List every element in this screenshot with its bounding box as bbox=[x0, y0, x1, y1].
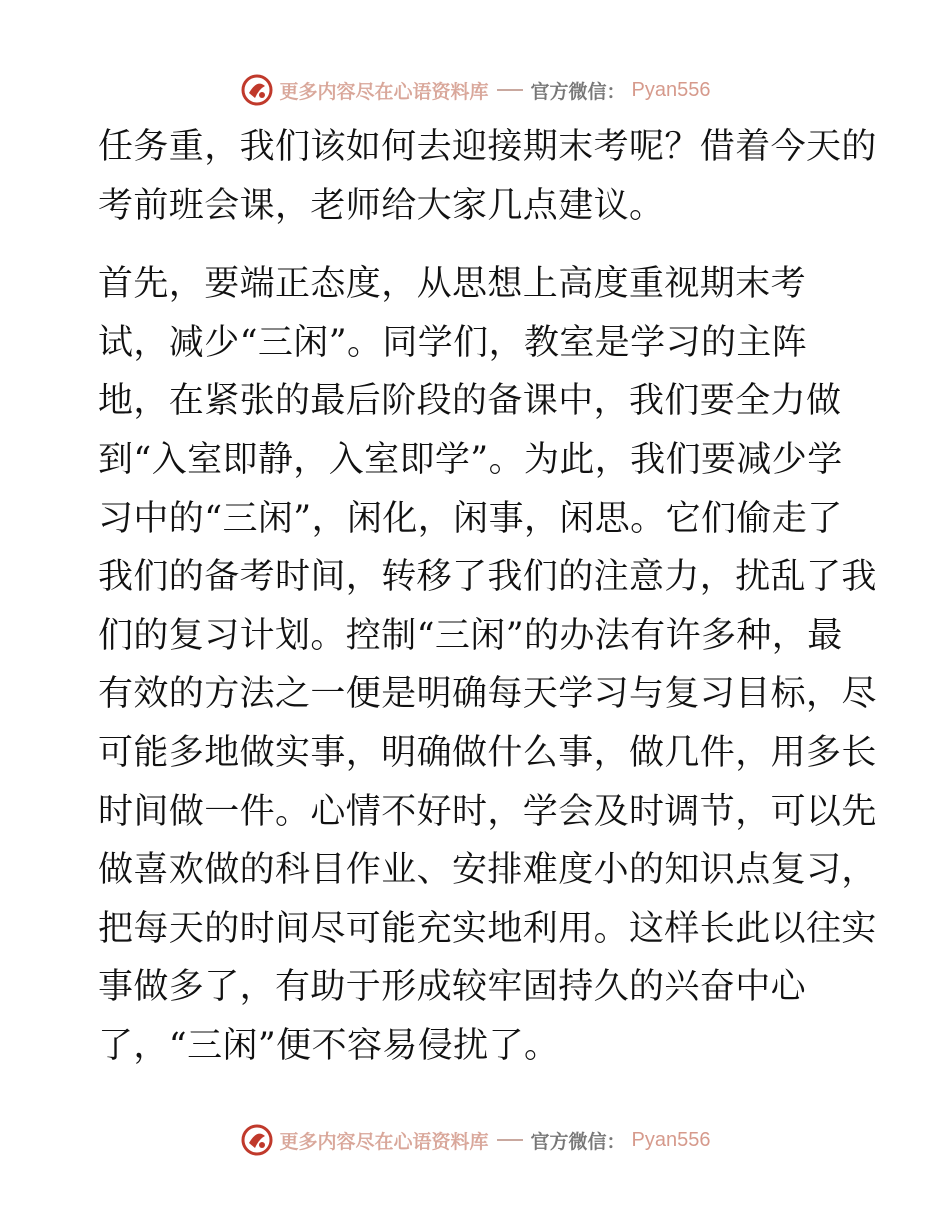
text-line: 了，“三闲”便不容易侵扰了。 bbox=[98, 1025, 560, 1066]
text-line: 做喜欢做的科目作业、安排难度小的知识点复习， bbox=[98, 850, 877, 891]
header-wechat-label: 官方微信： bbox=[530, 80, 626, 103]
footer-promo-text: 更多内容尽在心语资料库 bbox=[279, 1130, 489, 1153]
paragraph-gap bbox=[98, 235, 858, 255]
text-line: 事做多了，有助于形成较牢固持久的兴奋中心 bbox=[98, 967, 807, 1008]
header-promo-text: 更多内容尽在心语资料库 bbox=[279, 80, 489, 103]
text-line: 可能多地做实事，明确做什么事，做几件，用多长 bbox=[98, 732, 877, 773]
text-line: 任务重，我们该如何去迎接期末考呢？借着今天的 bbox=[98, 127, 877, 167]
text-line: 地，在紧张的最后阶段的备课中，我们要全力做 bbox=[98, 381, 842, 422]
header-banner bbox=[0, 70, 950, 110]
document-body bbox=[98, 118, 877, 1076]
brand-logo-icon bbox=[240, 1123, 274, 1157]
text-line: 有效的方法之一便是明确每天学习与复习目标，尽 bbox=[98, 674, 877, 715]
brand-logo-icon bbox=[240, 73, 274, 107]
text-line: 试，减少“三闲”。同学们，教室是学习的主阵 bbox=[98, 322, 808, 363]
text-line: 我们的备考时间，转移了我们的注意力，扰乱了我 bbox=[98, 557, 877, 598]
footer-wechat-id: Pyan556 bbox=[631, 1128, 711, 1151]
text-line: 们的复习计划。控制“三闲”的办法有许多种，最 bbox=[98, 615, 843, 656]
text-line: 时间做一件。心情不好时，学会及时调节，可以先 bbox=[98, 791, 877, 832]
footer-wechat-label: 官方微信： bbox=[530, 1130, 626, 1153]
text-line: 把每天的时间尽可能充实地利用。这样长此以往实 bbox=[98, 908, 877, 949]
header-dash bbox=[497, 89, 523, 91]
header-wechat-id: Pyan556 bbox=[631, 78, 711, 101]
paragraph-1 bbox=[98, 118, 877, 235]
text-line: 考前班会课，老师给大家几点建议。 bbox=[98, 185, 665, 226]
footer-banner bbox=[0, 1120, 950, 1160]
footer-dash bbox=[497, 1139, 523, 1141]
text-line: 首先，要端正态度，从思想上高度重视期末考 bbox=[98, 264, 807, 305]
text-line: 到“入室即静，入室即学”。为此，我们要减少学 bbox=[98, 439, 843, 480]
text-line: 习中的“三闲”，闲化，闲事，闲思。它们偷走了 bbox=[98, 498, 843, 539]
paragraph-2 bbox=[98, 255, 877, 1075]
